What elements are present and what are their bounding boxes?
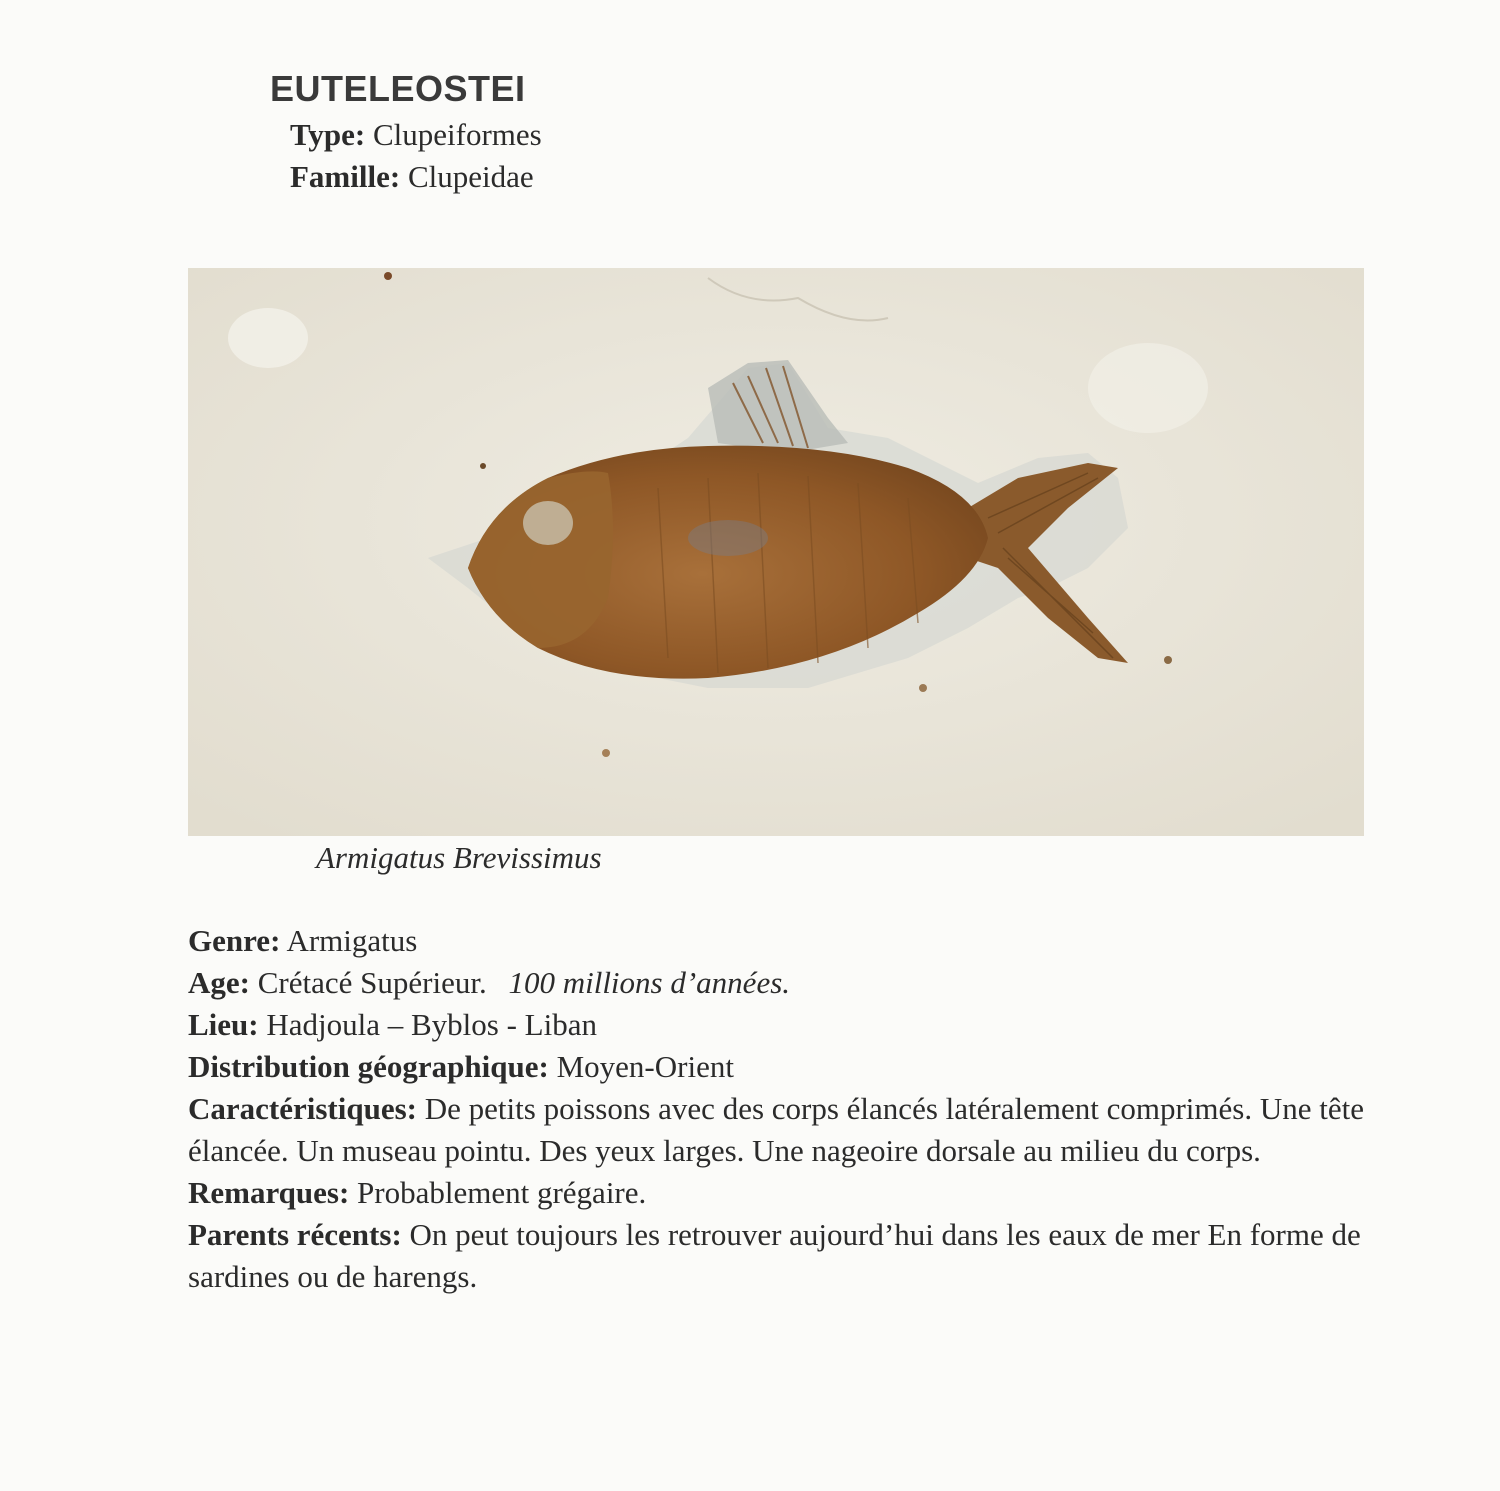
- age-label: Age:: [188, 965, 250, 1000]
- caracteristiques-label: Caractéristiques:: [188, 1091, 417, 1126]
- type-value: Clupeiformes: [372, 117, 542, 152]
- parents-value: On peut toujours les retrouver aujourd’hui dans les eaux de mer En forme de sardines ou de harengs.: [188, 1217, 1361, 1294]
- genre-label: Genre:: [188, 923, 281, 958]
- group-title: EUTELEOSTEI: [270, 68, 526, 109]
- family-label: Famille:: [290, 159, 401, 194]
- age-extra: 100 millions d’années.: [508, 965, 791, 1000]
- parents-label: Parents récents:: [188, 1217, 402, 1252]
- fossil-photo: [188, 268, 1364, 836]
- photo-caption: Armigatus Brevissimus: [316, 840, 602, 875]
- specimen-details: [188, 920, 1364, 1298]
- distribution-value: Moyen-Orient: [556, 1049, 734, 1084]
- age-value: Crétacé Supérieur.: [257, 965, 487, 1000]
- distribution-label: Distribution géographique:: [188, 1049, 549, 1084]
- fossil-fish-image: [188, 268, 1364, 836]
- genre-row: [188, 920, 1364, 962]
- classification-header: [270, 64, 542, 198]
- lieu-value: Hadjoula – Byblos - Liban: [266, 1007, 597, 1042]
- type-label: Type:: [290, 117, 366, 152]
- family-line: [290, 156, 542, 198]
- remarques-label: Remarques:: [188, 1175, 350, 1210]
- age-row: [188, 962, 1364, 1004]
- type-line: [290, 114, 542, 156]
- remarques-row: [188, 1172, 1364, 1214]
- lieu-label: Lieu:: [188, 1007, 259, 1042]
- lieu-row: [188, 1004, 1364, 1046]
- caracteristiques-value: De petits poissons avec des corps élancés latéralement comprimés. Une tête élancée. Un museau pointu. Des yeux larges. Une nageoire dorsale au milieu du corps.: [188, 1091, 1364, 1168]
- caracteristiques-row: [188, 1088, 1364, 1172]
- remarques-value: Probablement grégaire.: [357, 1175, 647, 1210]
- parents-row: [188, 1214, 1364, 1298]
- family-value: Clupeidae: [407, 159, 534, 194]
- distribution-row: [188, 1046, 1364, 1088]
- genre-value: Armigatus: [286, 923, 418, 958]
